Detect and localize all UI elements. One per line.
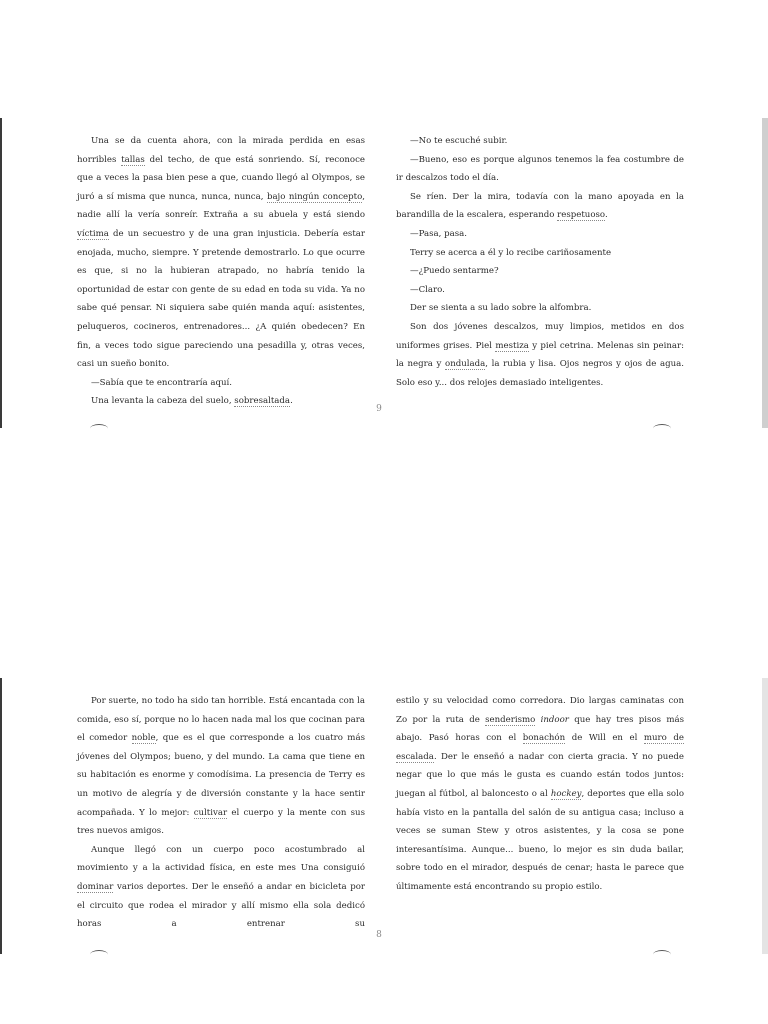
paragraph: estilo y su velocidad como corredora. Dio largas caminatas con Zo por la ruta de senderismo indoor que hay tres pisos más abajo. Pasó horas con el bonachón de Will en el muro de escalada. Der le enseñó a nadar con cierta gracia. Y no puede negar que lo que más le gusta es cuando están todos juntos: juegan al fútbol, al baloncesto o al hockey, deportes que ella solo había visto en la pantalla del salón de su antigua casa; incluso a veces se suman Stew y otros asistentes, y la cosa se pone interesantísima. Aunque... bueno, lo mejor es sin duda bailar, sobre todo en el mirador, después de cenar; hasta le parece que últimamente está encontrando su propio estilo. [396, 696, 685, 892]
paragraph: —No te escuché subir. [410, 136, 508, 146]
page-edge-right [762, 678, 768, 954]
paragraph: Son dos jóvenes descalzos, muy limpios, metidos en dos uniformes grises. Piel mestiza y piel cetrina. Melenas sin peinar: la negra y ondulada, la rubia y lisa. Ojos negros y ojos de agua. Solo eso y... dos relojes demasiado inteligentes. [396, 321, 685, 388]
page-number: 8 [376, 930, 382, 940]
glossary-word[interactable]: víctima [77, 228, 109, 239]
italic-word: indoor [540, 714, 569, 725]
glossary-word[interactable]: mestiza [495, 340, 529, 351]
glossary-word[interactable]: bajo ningún concepto [266, 191, 363, 202]
glossary-word[interactable]: respetuoso [557, 210, 605, 221]
scrollbar[interactable] [762, 118, 768, 428]
left-page-text [77, 132, 365, 411]
glossary-word[interactable]: cultivar [193, 807, 228, 818]
paragraph: —Pasa, pasa. [410, 228, 468, 239]
paragraph: Terry se acerca a él y lo recibe cariñosamente [410, 247, 612, 258]
glossary-word[interactable]: senderismo [485, 714, 536, 725]
left-page-text [77, 692, 365, 934]
book-spread-bottom [0, 678, 768, 954]
paragraph: Una levanta la cabeza del suelo, sobresaltada. [91, 396, 293, 407]
paragraph: Aunque llegó con un cuerpo poco acostumbrado al movimiento y a la actividad física, en este mes Una consiguió dominar varios deportes. Der le enseñó a andar en bicicleta por el circuito que rodea el mirador y allí mismo ella sola dedicó horas a entrenar su [77, 844, 365, 930]
glossary-word[interactable]: noble [131, 733, 156, 744]
book-spread-top [0, 118, 768, 428]
glossary-word[interactable]: dominar [77, 881, 114, 892]
paragraph: —¿Puedo sentarme? [410, 266, 499, 277]
glossary-word[interactable]: ondulada [445, 359, 486, 370]
glossary-word[interactable]: hockey [550, 788, 582, 799]
right-page-text [396, 692, 684, 897]
right-page-text [396, 132, 684, 392]
glossary-word[interactable]: bonachón [522, 733, 566, 744]
paragraph: Por suerte, no todo ha sido tan horrible. Está encantada con la comida, eso sí, porque no lo hacen nada mal los que cocinan para el comedor noble, que es el que corresponde a los cuatro más jóvenes del Olympos; bueno, y del mundo. La cama que tiene en su habitación es enorme y comodísima. La presencia de Terry es un motivo de alegría y de diversión constante y la hace sentir acompañada. Y lo mejor: cultivar el cuerpo y la mente con sus tres nuevos amigos. [77, 696, 365, 837]
page-corner-curl [653, 950, 671, 959]
paragraph: —Bueno, eso es porque algunos tenemos la fea costumbre de ir descalzos todo el día. [396, 154, 684, 184]
glossary-word[interactable]: muro de escalada [396, 733, 684, 762]
paragraph: —Sabía que te encontraría aquí. [91, 377, 233, 388]
page-edge-left [0, 678, 2, 954]
page-corner-curl [90, 424, 108, 433]
page-corner-curl [653, 424, 671, 433]
paragraph: Der se sienta a su lado sobre la alfombra. [410, 303, 592, 314]
paragraph: —Claro. [410, 284, 445, 295]
glossary-word[interactable]: sobresaltada [234, 396, 291, 407]
page-edge-left [0, 118, 2, 428]
paragraph: Se ríen. Der la mira, todavía con la mano apoyada en la barandilla de la escalera, esperando respetuoso. [396, 191, 684, 221]
glossary-word[interactable]: tallas [121, 154, 145, 165]
paragraph: Una se da cuenta ahora, con la mirada perdida en esas horribles tallas del techo, de que está sonriendo. Sí, reconoce que a veces la pasa bien pese a que, cuando llegó al Olympos, se juró a sí misma que nunca, nunca, nunca, bajo ningún concepto, nadie allí la vería sonreír. Extraña a su abuela y está siendo víctima de un secuestro y de una gran injusticia. Debería estar enojada, mucho, siempre. Y pretende demostrarlo. Lo que ocurre es que, si no la hubieran atrapado, no habría tenido la oportunidad de estar con gente de su edad en toda su vida. Ya no sabe qué pensar. Ni siquiera sabe quién manda aquí: asistentes, peluqueros, cocineros, entrenadores... ¿A quién obedecen? En fin, a veces todo sigue pareciendo una pesadilla y, otras veces, casi un sueño bonito. [77, 136, 365, 370]
page-number: 9 [376, 404, 382, 414]
page-corner-curl [90, 950, 108, 959]
